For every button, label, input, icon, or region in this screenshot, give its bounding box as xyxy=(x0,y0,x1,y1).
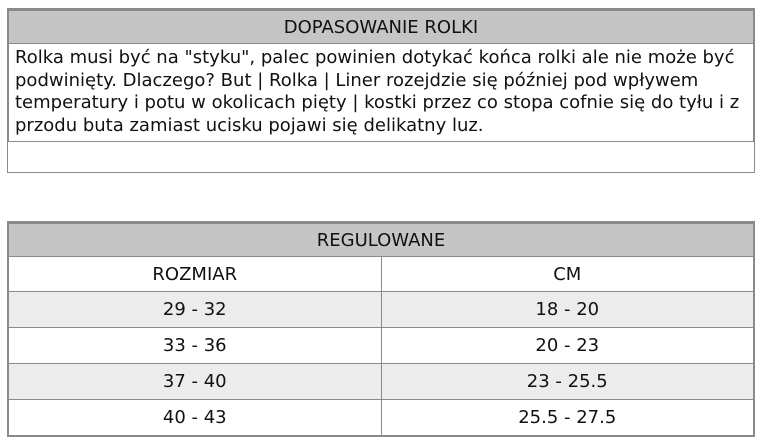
size-cell: 40 - 43 xyxy=(9,400,382,436)
column-header-cm: CM xyxy=(381,257,754,292)
fit-table xyxy=(8,9,754,142)
size-cell: 37 - 40 xyxy=(9,364,382,400)
table-row xyxy=(9,292,754,328)
fit-header-row xyxy=(9,10,754,44)
size-cell: 33 - 36 xyxy=(9,328,382,364)
column-header-row xyxy=(9,257,754,292)
cm-cell: 20 - 23 xyxy=(381,328,754,364)
table-row xyxy=(9,328,754,364)
fit-body-row xyxy=(9,44,754,142)
cm-cell: 25.5 - 27.5 xyxy=(381,400,754,436)
table-row xyxy=(9,364,754,400)
table-row xyxy=(9,400,754,436)
size-cell: 29 - 32 xyxy=(9,292,382,328)
column-header-size: ROZMIAR xyxy=(9,257,382,292)
fit-title: DOPASOWANIE ROLKI xyxy=(9,10,754,44)
fit-description: Rolka musi być na "styku", palec powinien dotykać końca rolki ale nie może być podwinięty. Dlaczego? But | Rolka | Liner rozejdzie się później pod wpływem temperatury i potu w okolicach pięty | kostki przez co stopa cofnie się do tyłu i z przodu buta zamiast ucisku pojawi się delikatny luz. xyxy=(9,44,754,142)
size-table xyxy=(8,222,754,436)
cm-cell: 18 - 20 xyxy=(381,292,754,328)
size-title-row xyxy=(9,223,754,257)
size-table-title: REGULOWANE xyxy=(9,223,754,257)
cm-cell: 23 - 25.5 xyxy=(381,364,754,400)
